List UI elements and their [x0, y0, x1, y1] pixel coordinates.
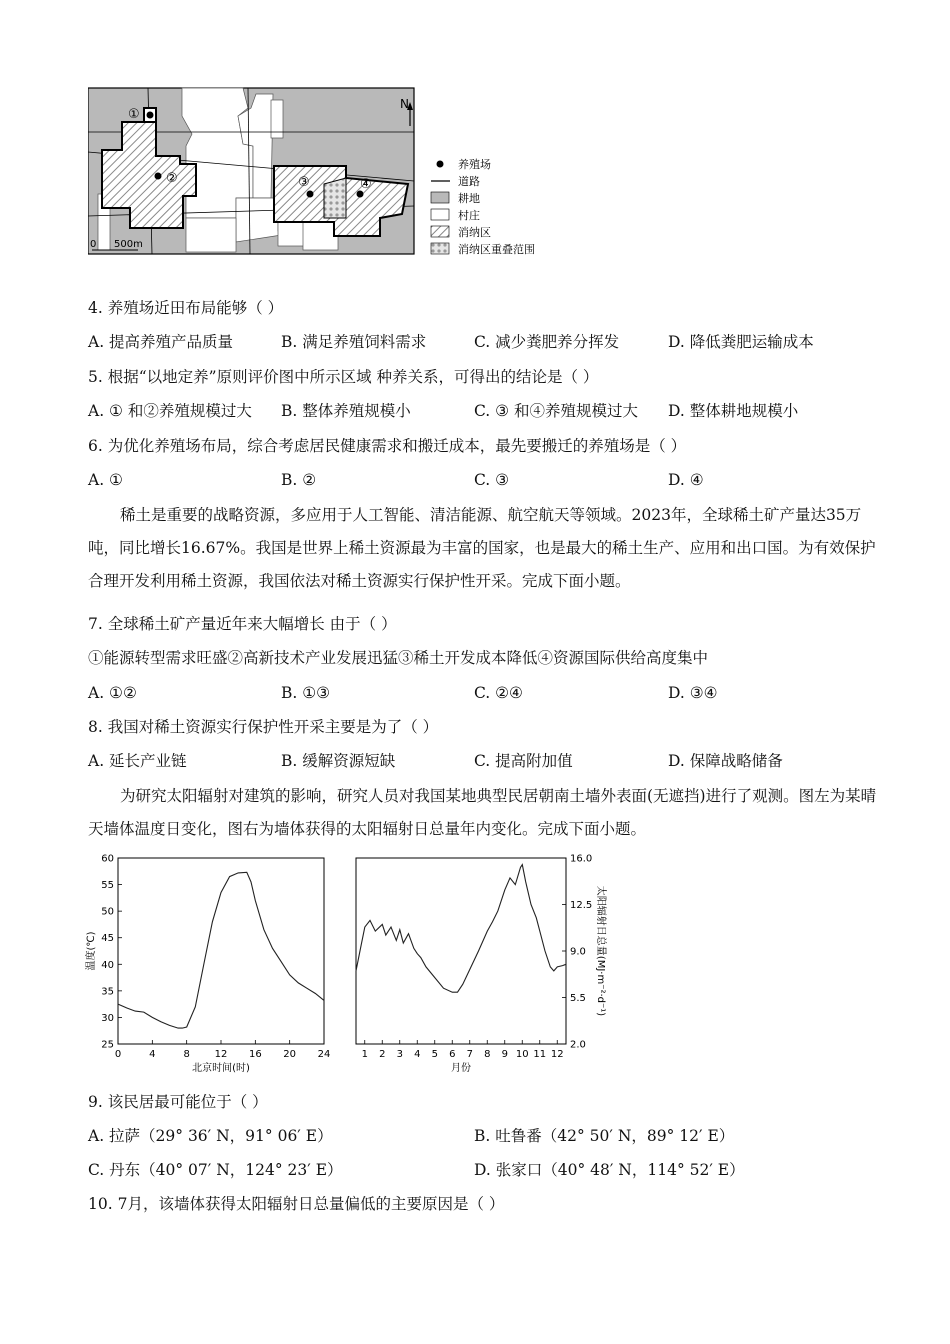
y-tick-label: 40: [101, 959, 114, 971]
q5-option-b[interactable]: B. 整体养殖规模小: [281, 402, 411, 420]
q6-option-d[interactable]: D. ④: [668, 471, 704, 489]
y-axis-label: 温度(℃): [86, 931, 97, 971]
x-tick-label: 2: [379, 1049, 386, 1060]
legend-overlap: 消纳区重叠范围: [458, 243, 535, 256]
land-use-map: [88, 86, 548, 258]
y-axis-label: 太阳辐射日总量(MJ·m⁻²·d⁻¹): [595, 885, 606, 1017]
x-tick-label: 0: [114, 1049, 122, 1060]
question-7-items: ①能源转型需求旺盛②高新技术产业发展迅猛③稀土开发成本降低④资源国际供给高度集中: [88, 649, 709, 667]
q5-option-c[interactable]: C. ③ 和④养殖规模过大: [474, 402, 638, 420]
x-axis-label: 月份: [451, 1063, 471, 1074]
q6-option-c[interactable]: C. ③: [474, 471, 510, 489]
marker-4: ④: [360, 177, 372, 192]
q9-option-c[interactable]: C. 丹东（40° 07′ N，124° 23′ E）: [88, 1161, 343, 1179]
q7-option-a[interactable]: A. ①②: [88, 684, 137, 702]
q4-option-d[interactable]: D. 降低粪肥运输成本: [668, 333, 814, 351]
legend-farm: 养殖场: [458, 158, 491, 171]
marker-2: ②: [166, 171, 178, 186]
x-tick-label: 20: [283, 1049, 297, 1060]
marker-1: ①: [128, 107, 140, 122]
x-tick-label: 4: [149, 1049, 156, 1060]
x-tick-label: 16: [248, 1049, 262, 1060]
question-8-stem: 8. 我国对稀土资源实行保护性开采主要是为了（ ）: [88, 718, 439, 736]
q6-option-a[interactable]: A. ①: [88, 471, 123, 489]
legend-village: 村庄: [458, 209, 480, 222]
q6-option-b[interactable]: B. ②: [281, 471, 317, 489]
q8-option-d[interactable]: D. 保障战略储备: [668, 752, 783, 770]
x-axis-label: 北京时间(时): [192, 1063, 250, 1074]
y-tick-label: 12.5: [570, 900, 593, 911]
temperature-chart: [84, 848, 334, 1076]
q4-option-b[interactable]: B. 满足养殖饲料需求: [281, 333, 427, 351]
q9-option-a[interactable]: A. 拉萨（29° 36′ N，91° 06′ E）: [88, 1127, 333, 1145]
map-legend: [431, 157, 535, 256]
legend-farmland: 耕地: [458, 192, 480, 205]
x-tick-label: 4: [414, 1049, 421, 1060]
q5-option-a[interactable]: A. ① 和②养殖规模过大: [88, 402, 252, 420]
q7-option-b[interactable]: B. ①③: [281, 684, 331, 702]
x-tick-label: 9: [501, 1049, 508, 1060]
question-4-stem: 4. 养殖场近田布局能够（ ）: [88, 299, 284, 317]
x-tick-label: 8: [183, 1049, 190, 1060]
series-line: [356, 865, 566, 993]
y-tick-label: 50: [101, 906, 114, 918]
y-tick-label: 5.5: [570, 993, 586, 1004]
x-tick-label: 3: [396, 1049, 403, 1060]
x-tick-label: 24: [317, 1049, 331, 1060]
q7-option-c[interactable]: C. ②④: [474, 684, 523, 702]
series-line: [118, 872, 324, 1028]
y-tick-label: 60: [101, 853, 114, 865]
y-tick-label: 55: [101, 880, 114, 892]
question-10-stem: 10. 7月，该墙体获得太阳辐射日总量偏低的主要原因是（ ）: [88, 1195, 505, 1213]
q8-option-c[interactable]: C. 提高附加值: [474, 752, 573, 770]
passage-solar-wall: 为研究太阳辐射对建筑的影响，研究人员对我国某地典型民居朝南土墙外表面(无遮挡)进行了观测。图左为某晴天墙体温度日变化，图右为墙体获得的太阳辐射日总量年内变化。完成下面小题。: [88, 787, 877, 838]
q7-option-d[interactable]: D. ③④: [668, 684, 718, 702]
y-tick-label: 25: [101, 1039, 114, 1051]
q9-option-d[interactable]: D. 张家口（40° 48′ N，114° 52′ E）: [474, 1161, 745, 1179]
y-tick-label: 16.0: [570, 853, 593, 865]
q8-option-b[interactable]: B. 缓解资源短缺: [281, 752, 396, 770]
y-tick-label: 35: [101, 986, 114, 998]
legend-road: 道路: [458, 175, 480, 188]
x-tick-label: 11: [533, 1049, 547, 1060]
y-tick-label: 45: [101, 933, 114, 945]
x-tick-label: 5: [431, 1049, 438, 1060]
q8-option-a[interactable]: A. 延长产业链: [88, 752, 187, 770]
x-tick-label: 12: [214, 1049, 228, 1060]
scale-label: 500m: [114, 239, 143, 250]
y-tick-label: 30: [101, 1012, 114, 1024]
radiation-chart: [348, 848, 618, 1076]
question-7-stem: 7. 全球稀土矿产量近年来大幅增长 由于（ ）: [88, 615, 397, 633]
question-6-stem: 6. 为优化养殖场布局，综合考虑居民健康需求和搬迁成本，最先要搬迁的养殖场是（ ）: [88, 437, 687, 455]
legend-zone: 消纳区: [458, 226, 491, 239]
question-5-stem: 5. 根据“以地定养”原则评价图中所示区域 种养关系，可得出的结论是（ ）: [88, 368, 599, 386]
x-tick-label: 12: [550, 1049, 564, 1060]
plot-frame: [356, 858, 566, 1044]
y-tick-label: 2.0: [570, 1039, 586, 1051]
north-label: N: [400, 97, 409, 111]
x-tick-label: 7: [466, 1049, 473, 1060]
q5-option-d[interactable]: D. 整体耕地规模小: [668, 402, 799, 420]
plot-frame: [118, 858, 324, 1044]
x-tick-label: 1: [361, 1049, 368, 1060]
x-tick-label: 8: [484, 1049, 491, 1060]
q4-option-a[interactable]: A. 提高养殖产品质量: [88, 333, 234, 351]
q9-option-b[interactable]: B. 吐鲁番（42° 50′ N，89° 12′ E）: [474, 1127, 735, 1145]
q4-option-c[interactable]: C. 减少粪肥养分挥发: [474, 333, 620, 351]
question-9-stem: 9. 该民居最可能位于（ ）: [88, 1093, 268, 1111]
x-tick-label: 6: [449, 1049, 456, 1060]
scale-zero: 0: [90, 239, 97, 250]
passage-rare-earth: 稀土是重要的战略资源，多应用于人工智能、清洁能源、航空航天等领域。2023年，全球稀土矿产量达35万吨，同比增长16.67%。我国是世界上稀土资源最为丰富的国家，也是最大的稀土生产、应用和出口国。为有效保护合理开发利用稀土资源，我国依法对稀土资源实行保护性开采。完成下面小题。: [88, 506, 876, 590]
y-tick-label: 9.0: [570, 946, 586, 958]
marker-3: ③: [298, 175, 310, 190]
x-tick-label: 10: [515, 1049, 529, 1060]
